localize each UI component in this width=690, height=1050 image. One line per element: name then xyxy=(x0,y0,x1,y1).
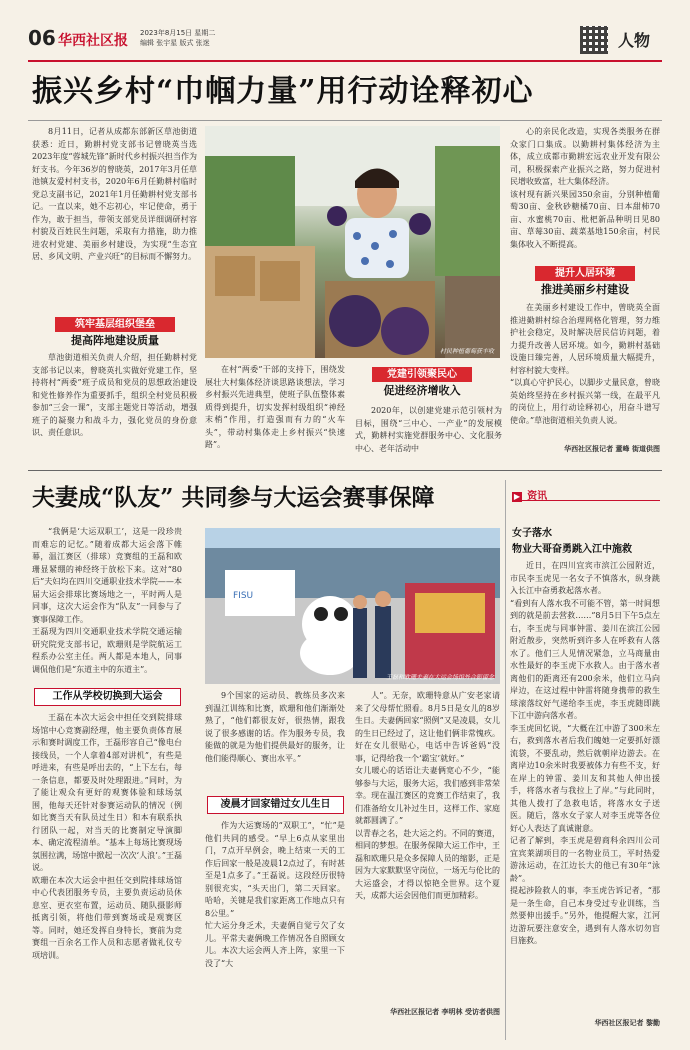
story2-photo xyxy=(205,528,500,684)
story2-headline: 夫妻成“队友” 共同参与大运会赛事保障 xyxy=(32,484,435,511)
column-divider xyxy=(505,480,506,1040)
story2-credit: 华西社区报记者 李明林 受访者供图 xyxy=(390,1008,500,1016)
grape-harvest-illustration xyxy=(205,126,500,358)
story2-col1b: 王磊在本次大运会中担任交到院排球场馆中心竞赛副经理，他主要负责体育展示和赛时调度工作，王磊形容自己“像电台接线员，一个人拿着4部对讲机”，有些是呼进来，有些是呼出去的，“上下左右，每一条信息，都要及时处理跟进。”同时，为了能让观众有更好的观赛体验和球场氛围，他每天还针对参赛运动队的情况（例如比赛当天有队员过生日）和本有联系执行团队一起，对当天的比赛制定导演脚本、确定流程清单。“基本上每场比赛现场氛围拉满，场馆中掀起一次次‘人浪’。”王磊说。 欧珊在本次大运会中担任交到院排球场馆中心代表团服务专员，主要负责运动员休息室、更衣室布置，运动员、随队摄影师抵离引领，将他们带到赛场或是观赛区等。同时，她还发挥自身特长，赛前为竞赛组一百余名工作人员和志愿者做礼仪专项培训。 xyxy=(32,713,182,960)
story1-headline: 振兴乡村“巾帼力量”用行动诠释初心 xyxy=(32,74,534,109)
issue-meta xyxy=(140,28,215,48)
story1-col1: 8月11日，记者从成都东部新区草池街道获悉：近日，勤耕村党支部书记曾晓英当选2023年度“蓉城先锋”新时代乡村振兴担当作为好支书。今年36岁的曾晓英，2017年3月任草池镇友爱村村支书，2020年6月任勤耕村临时党总支副书记，2021年1月任勤耕村党支部书记。一直以来，她不忘初心，牢记使命，勇于作为，敢于担当，带领支部党员详细调研村容村貌及百姓民生问题，采取有力措施，助力推进农村党建、美丽乡村建设，为实现“生态宜居、乡风文明、产业兴旺”的目标而不懈努力。 xyxy=(32,127,197,261)
venue-photo-illustration xyxy=(205,528,500,684)
story2-col2: 9个国家的运动员、教练员多次来到温江训练和比赛，欧珊和他们渐渐处熟了，“他们都很友好，很热情，跟我说了很多感谢的话。作为服务专员，我能做的就是为他们提供最好的服务，让他们能得顺心、赛出水平。” xyxy=(205,691,345,763)
brief-section-label xyxy=(512,484,660,501)
story1-credit: 华西社区报记者 董峰 街道供图 xyxy=(564,445,660,453)
brief-kicker: 女子落水 xyxy=(512,528,552,539)
page-number: 06 xyxy=(28,26,56,50)
story2-col2b: 作为大运赛场的“双职工”，“忙”是他们共同的感受。“早上6点从家里出门，7点开早例会，晚上结束一天的工作后回家一般是凌晨12点过了，有时甚至是1点多了。”王磊说。这段经历很特别很充实，“头天出门，第二天回家。哈哈，关键是我们家距离工作地点只有8公里。” 忙大运分身乏术，夫妻俩自觉亏欠了女儿。平常夫妻俩晚工作情况各自照顾女儿。本次大运会两人齐上阵，家里一下没了“大 xyxy=(205,821,345,968)
issue-date: 2023年8月15日 星期二 xyxy=(140,29,216,37)
brief-title: 物业大哥奋勇跳入江中施救 xyxy=(512,544,632,555)
story1-col4b: 在美丽乡村建设工作中，曾晓英全面推进勤耕村综合治理网格化管理，努力维护社会稳定，及时解决居民信访问题，着力提升改善人居环境。如今，勤耕村基础设施日臻完善，人居环境质量大幅提升，村容村貌大变样。 “以真心守护民心，以脚步丈量民意，曾晓英始终坚持在乡村振兴第一线，在最平凡的岗位上，用行动诠释初心，用奋斗谱写使命。”草池街道相关负责人说。 xyxy=(510,303,660,425)
svg-text:FISU: FISU xyxy=(233,591,254,601)
story1-sub1-title: 提高阵地建设质量 xyxy=(71,334,159,347)
issue-editors: 编辑 张宇星 版式 张迷 xyxy=(140,39,210,47)
story1-sub3-title: 推进美丽乡村建设 xyxy=(541,283,629,296)
story2-sub1-title: 工作从学校切换到大运会 xyxy=(34,688,181,706)
story1-sub1-banner: 筑牢基层组织堡垒 xyxy=(55,317,175,332)
story1-photo-caption: 村民种植葡萄获丰收 xyxy=(439,348,494,355)
story1-col1b: 草池街道相关负责人介绍，担任勤耕村党支部书记以来，曾晓英扎实做好党建工作，坚持将村“两委”班子成员和党员的思想政治建设和党性修养作为重要抓手，组织全村党员积极参加“三会一课”，支部主题党日等活动，增强班子的凝聚力和战斗力，强化党员的身份意识、责任意识。 xyxy=(32,353,197,437)
brief-arrow-icon: ▶ xyxy=(513,492,521,501)
story1-sub2-banner: 党建引领聚民心 xyxy=(372,367,472,382)
story1-col3: 2020年，以创建党建示范引领村为目标，围绕“三中心、一产业”的发展模式，勤耕村实施党群服务中心、文化服务中心、老年活动中 xyxy=(355,406,502,453)
story1-col2: 在村“两委”干部的支持下，围绕发展壮大村集体经济谈思路谈想法，学习乡村振兴先进典型，使班子队伍整体素质得到提升，切实发挥村级组织“神经末梢”作用，打造强而有力的“火车头”，带动村集体走上乡村振兴“快速路”。 xyxy=(205,365,345,449)
section-divider xyxy=(28,470,662,471)
story1-col4: 心的亲民化改造，实现各类服务在群众家门口集成。以勤耕村集体经济为主体，成立成都市勤耕宏远农业开发有限公司，积极探索产业振兴之路，努力促进村民增收致富，壮大集体经济。 该村现有新兴果园350余亩，分别种植葡萄30亩、金秋砂糖橘70亩、日本甜柿70亩、水蜜桃70亩、枇杷新品种明日见80亩、草莓30亩、蔬菜基地150余亩，村民集体收入不断提高。 xyxy=(510,127,660,249)
brief-body: 近日，在四川宜宾市滨江公园附近，市民李玉虎见一名女子不慎落水，纵身跳入长江中奋勇救起落水者。 “看到有人落水我不可能不管，第一时间想到的就是前去营救……”8月5日下午5点左右，李玉虎与同事钟雷、姜川在滨江公园附近散步，突然听到许多人在呼救有人落水了。他们三人见情况紧急，立马商量由水性最好的李玉虎下水救人。由于落水者离他们的距离还有200余米，他们立马向岸边，在这过程中钟雷将随身携带的救生球滚落纹好气递给李玉虎，李玉虎随即跳下江中游向落水者。 李玉虎回忆说，“大概在江中游了300米左右，救到落水者后我们魄她一定要抓好漂流袋，不要乱动，然后就朝岸边游去。在离岸边10余米时我要被体力有些不支，好在岸上的钟雷、姜川友和其他人伸出援手，将落水者与我拉上了岸。”与此同时，其他人拨打了急救电话，将落水女子送医。随后，落水女子家人对李玉虎等各位好心人表达了真诚谢意。 记者了解到，李玉虎是碧商科余四川公司宜宾莱湖项目的一名物业员工，平时热爱游泳运动，在江边长大的他已有30年“泳龄”。 提起涉险救人的事，李玉虎告诉记者，“那是一条生命，自己本身受过专业训练，当然要伸出援手。”另外，他提醒大家，江河边游玩要注意安全，遇到有人落水切勿盲目施救。 xyxy=(510,561,660,945)
section-title: 人物 xyxy=(618,31,651,50)
story2-sub2-title: 凌晨才回家错过女儿生日 xyxy=(207,796,344,814)
story2-photo-caption: 王磊和欧珊夫妻在大运会场馆外合影留念 xyxy=(385,674,494,681)
story1-sub2-title: 促进经济增收入 xyxy=(383,384,461,397)
story2-col3: 人”。无奈，欧珊特意从广安老家请来了父母帮忙照看。8月5日是女儿的8岁生日。夫妻俩回家“照例”又是凌晨，女儿的生日已经过了，这让他们俩非常愧疚。好在女儿很贴心，电话中告诉爸妈“没事，记得给我一个‘霸宝’就好。” 女儿暖心的话语让夫妻俩宽心不少，“能够参与大运，服务大运，我们感到非常荣幸。现在温江赛区的竞赛工作结束了，我们准备给女儿补过生日，这样工作、家庭就都圆满了。” 以青春之名，赴大运之约。不同的赛道，相同的梦想。在服务保障大运工作中，王磊和欧珊只是众多保障人员的缩影，正是因为大家默默坚守岗位，一场无与伦比的大运盛会，才得以惊艳全世界。这个夏天，成都大运会因他们而更加精彩。 xyxy=(355,691,500,900)
brief-credit: 华西社区报记者 黎勤 xyxy=(594,1019,660,1027)
brief-section-text: 资讯 xyxy=(527,491,548,502)
qr-code-icon xyxy=(580,26,608,54)
story2-col1: “我俩是‘大运双职工’，这是一段珍贵而难忘的记忆。”随着成都大运会落下帷幕，温江赛区（排球）竞赛组的王磊和欧珊显紧绷的神经终于放松下来。这对“80后”夫妇均在四川交通职业技术学院——本届大运会排球比赛场地之一，平时两人是同事，这次大运会作为“队友”一同参与了赛事保障工作。 王磊现为四川交通职业技术学院交通运输研究院党支部书记，欧珊则是学院航运工程系办公室主任。两人都是本地人，同事调侃他们是“东道主中的东道主”。 xyxy=(32,527,182,674)
story1-rule xyxy=(28,120,662,121)
story1-photo xyxy=(205,126,500,358)
paper-name: 华西社区报 xyxy=(58,33,128,49)
story1-sub3-banner: 提升人居环境 xyxy=(535,266,635,281)
header-rule xyxy=(28,60,662,62)
